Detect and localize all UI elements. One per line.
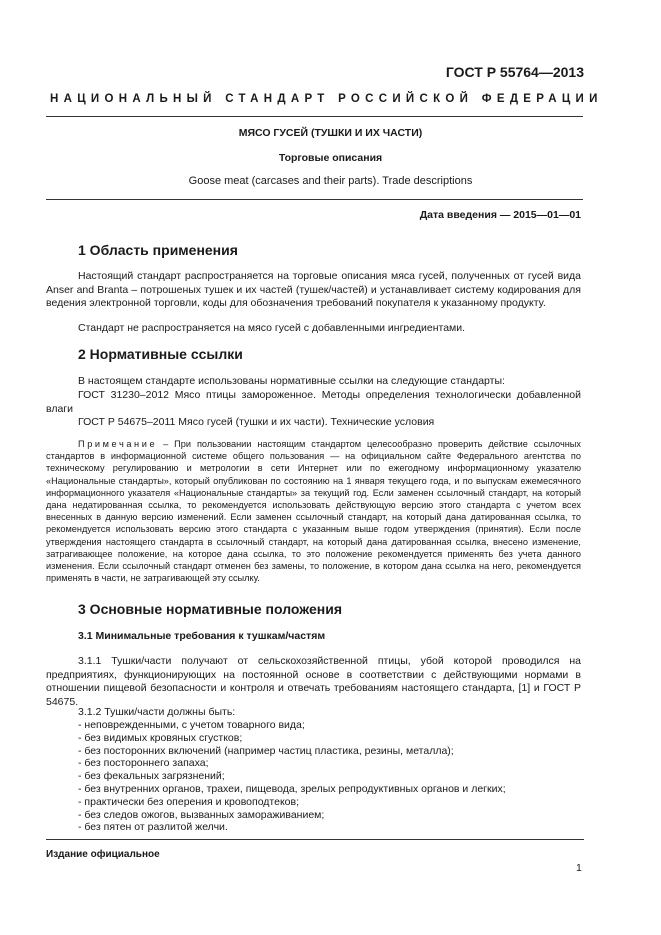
list-item: - без следов ожогов, вызванных замораживанием; — [78, 808, 325, 821]
header-divider-top — [46, 116, 583, 117]
subsection-3-1-heading: 3.1 Минимальные требования к тушкам/частям — [78, 630, 326, 642]
section-1-paragraph: Настоящий стандарт распространяется на торговые описания мяса гусей, полученных от гусей вида Anser and Branta – потрошеных тушек и их частей (тушек/частей) и устанавливает систему кодирования для ведения электронной торговли, коды для обозначения требований покупателя к указанному продукту. — [46, 270, 581, 310]
section-1-heading: 1 Область применения — [78, 242, 238, 258]
clause-3-1-1: 3.1.1 Тушки/части получают от сельскохозяйственной птицы, убой которой проводился на предприятиях, функционирующих на постоянной основе в соответствии с действующими нормами в отношении пищевой безопасности и контроля и отвечать требованиям настоящего стандарта, [1] и ГОСТ Р 54675. — [46, 655, 581, 708]
section-1-exclusion: Стандарт не распространяется на мясо гусей с добавленными ингредиентами. — [78, 322, 466, 334]
list-item: - без фекальных загрязнений; — [78, 770, 225, 783]
list-item: - без постороннего запаха; — [78, 757, 209, 770]
reference-gost-31230: ГОСТ 31230–2012 Мясо птицы замороженное. Методы определения технологически добавленной влаги — [46, 389, 581, 415]
page-number: 1 — [576, 862, 582, 874]
clause-3-1-2: 3.1.2 Тушки/части должны быть: — [78, 706, 236, 718]
note-text: – При пользовании настоящим стандартом целесообразно проверить действие ссылочных стандартов в информационной системе общего пользования — на официальном сайте Федерального агентства по техническому регулированию и метрологии в сети Интернет или по ежегодному информационному указателю «Национальные стандарты», который опубликован по состоянию на 1 января текущего года, и по выпускам ежемесячного информационного указателя «Национальные стандарты» за текущий год. Если заменен ссылочный стандарт, на который дана недатированная ссылка, то рекомендуется использовать действующую версию этого стандарта с учетом всех внесенных в данную версию изменений. Если заменен ссылочный стандарт, на который дана датированная ссылка, то рекомендуется использовать версию этого стандарта с указанным выше годом утверждения (принятия). Если после утверждения настоящего стандарта в ссылочный стандарт, на который дана датированная ссылка, внесено изменение, затрагивающее положение, на которое дана ссылка, то это положение рекомендуется применять без учета данного изменения. Если ссылочный стандарт отменен без замены, то положение, в котором дана ссылка на него, рекомендуется применять в части, не затрагивающей эту ссылку. — [46, 439, 581, 584]
header-divider-bottom — [46, 199, 583, 200]
requirements-list — [78, 719, 506, 834]
section-2-heading: 2 Нормативные ссылки — [78, 346, 243, 362]
introduction-date: Дата введения — 2015—01—01 — [419, 209, 581, 221]
reference-gost-r-54675: ГОСТ Р 54675–2011 Мясо гусей (тушки и их части). Технические условия — [78, 416, 435, 428]
english-title: Goose meat (carcases and their parts). Trade descriptions — [188, 175, 473, 187]
edition-label: Издание официальное — [46, 849, 160, 860]
list-item: - практически без оперения и кровоподтеков; — [78, 795, 300, 808]
list-item: - неповрежденными, с учетом товарного вида; — [78, 719, 305, 731]
list-item: - без пятен от разлитой желчи. — [78, 821, 228, 834]
section-3-heading: 3 Основные нормативные положения — [78, 601, 343, 617]
list-item: - без посторонних включений (например частиц пластика, резины, металла); — [78, 744, 454, 757]
national-standard-title: НАЦИОНАЛЬНЫЙ СТАНДАРТ РОССИЙСКОЙ ФЕДЕРАЦИИ — [50, 93, 603, 105]
references-note — [46, 438, 581, 584]
standard-title: МЯСО ГУСЕЙ (ТУШКИ И ИХ ЧАСТИ) — [238, 127, 423, 139]
list-item: - без внутренних органов, трахеи, пищевода, зрелых репродуктивных органов и легких; — [78, 782, 506, 795]
footer-divider — [46, 839, 584, 840]
standard-subtitle: Торговые описания — [278, 152, 383, 164]
document-number: ГОСТ Р 55764—2013 — [445, 64, 584, 80]
note-label: Примечание — [78, 439, 158, 449]
section-2-intro: В настоящем стандарте использованы нормативные ссылки на следующие стандарты: — [78, 375, 505, 387]
list-item: - без видимых кровяных сгустков; — [78, 731, 243, 744]
